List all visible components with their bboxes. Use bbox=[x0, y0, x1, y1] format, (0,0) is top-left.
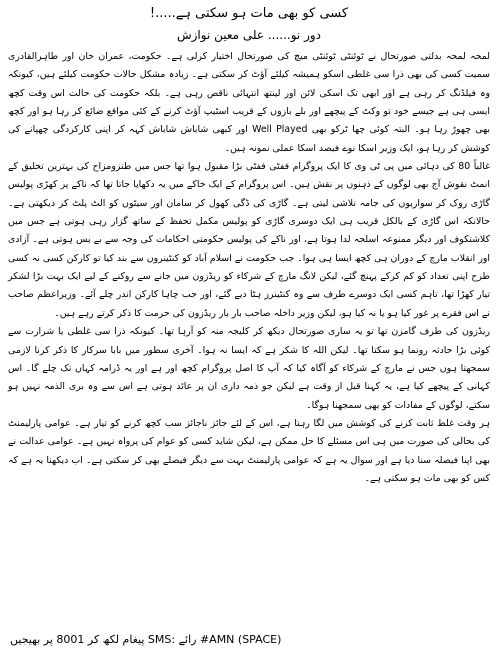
sms-instruction: پیغام لکھ کر 8001 پر بھیجیں bbox=[10, 633, 145, 646]
article-body bbox=[8, 48, 490, 488]
article-paragraph: غالباً 80 کی دہائی میں پی ٹی وی کا ایک پروگرام ففٹی ففٹی بڑا مقبول ہوا تھا جس میں طنزومزاح کی بہترین تخلیق کے انمٹ نقوش آج بھی لوگوں کے ذہنوں پر نقش ہیں۔ اس پروگرام کے ایک خاکے میں یہ دکھایا جاتا تھا کہ ناکے پر کھڑی پولیس گاڑی روک کر سواریوں کی جامہ تلاشی لیتی ہے۔ گاڑی کی ڈگی کھول کر سامان اور سیٹوں کو الٹ پلٹ کر دیکھتی ہے۔ حالانکہ اس گاڑی کے بالکل قریب ہی ایک دوسری گاڑی کو پولیس مکمل تحفظ کے ساتھ گزار رہی ہوتی ہے جس میں کلاشنکوف اور دیگر ممنوعہ اسلحہ لدا ہوتا ہے، اور ناکے کی پولیس حکومتی احکامات کی وجہ سے بے بس ہوتی ہے۔ آزادی اور انقلاب مارچ کے دوران ہی کچھ ایسا ہی ہوا۔ جب حکومت نے اسلام آباد کو کنٹینروں سے بند کیا تو کارکن کسی نہ کسی طرح اپنی تعداد کو کم کرکے پہنچ گئے، لیکن لانگ مارچ کے شرکاء کو ریڈزون میں جانے سے روکنے کے لیے ایک بہت بڑا لشکر تیار کھڑا تھا، تاہم کسی ایک دوسرے طرف سے وہ کنٹینرز ہٹا دیے گئے، اور جب چاہا کارکن اندر چلے آئے۔ وزیراعظم صاحب نے اس فقرے پر غور کیا ہو یا نہ کیا ہو، لیکن وزیر داخلہ صاحب بار بار ریڈزون کی حرمت کا ذکر کرتے رہے ہیں۔ bbox=[8, 161, 490, 319]
article-paragraph: ہر وقت غلط ثابت کرنے کی کوشش میں لگا رہتا ہے، اس کے لئے جائز ناجائز سب کچھ کرنے کو تیار ہے۔ عوامی پارلیمنٹ کی بحالی کی صورت میں ہی اس مسئلے کا حل ممکن ہے، لیکن شاید کسی کو عوام کی پرواہ نہیں ہے۔ عوامی عدالت نے بھی اپنا فیصلہ سنا دیا ہے اور سوال یہ ہے کہ عوامی پارلیمنٹ بہت سے دیگر فیصلے بھی کر سکتی ہے۔ اب دیکھنا یہ ہے کہ کس کو بھی مات ہو سکتی ہے۔ bbox=[8, 417, 490, 484]
sms-code: #AMN (SPACE) bbox=[199, 633, 282, 646]
article-paragraph: لمحہ لمحہ بدلتی صورتحال نے ٹوئنٹی ٹوئنٹی میچ کی صورتحال اختیار کرلی ہے۔ حکومت، عمران خان اور طاہرالقادری سمیت کسی کی بھی ذرا سی غلطی اسکو ہمیشہ کیلئے آؤٹ کر سکتی ہے۔ زیادہ مشکل حالات حکومت کیلئے ہیں، کیونکہ وہ فیلڈنگ کر رہی ہے اور ابھی تک اسکی لائن اور لینتھ انتہائی ناقص رہی ہے۔ بلکہ حکومت کی حالت اس وقت کچھ ایسی ہی ہے جیسے خود تو وکٹ کے پیچھے اور بلے بازوں کے قریب اسٹیپ آؤٹ کرنے کے کئی مواقع ضائع کر رہا ہو اور کچھ بھی چھوڑ رہا ہو۔ البتہ کوئی چھا ٹرکو بھی Well Played اور کبھی شاباش شاباش کہہ کر اپنی کارکردگی چھپانے کی کوشش کر رہا ہو، ایک وزیر اسکا نوے فیصد اسکا عملی نمونہ ہیں۔ bbox=[8, 51, 490, 154]
article-paragraph: ریڈزون کی طرف گامزن تھا تو یہ ساری صورتحال دیکھ کر کلیجہ منہ کو آرہا تھا۔ کیونکہ ذرا سی غلطی یا شرارت سے کوئی بڑا حادثہ رونما ہو سکتا تھا۔ لیکن اللہ کا شکر ہے کہ ایسا نہ ہوا۔ آخری سطور میں بابا سرکار کا ذکر کرنا لازمی سمجھتا ہوں جس نے مارچ کے شرکاء کو آگاہ کیا کہ آپ کا اصل پروگرام کچھ اور ہے اور یہ ڈرامہ کہاں تک چلے گا۔ اس کہانی کے پیچھے کیا ہے، یہ کہنا قبل از وقت ہے لیکن جو ذمہ داری ان پر عائد ہوتی ہے اس سے وہ بری الذمہ نہیں ہو سکتے، لوگوں کے مفادات کو بھی سمجھنا ہوگا۔ bbox=[8, 326, 490, 411]
article-headline: کسی کو بھی مات ہو سکتی ہے.....! bbox=[149, 6, 349, 21]
sms-label: SMS: رائے bbox=[147, 633, 197, 646]
sms-footer bbox=[10, 632, 281, 648]
article-byline: دور نو...... علی معین نوازش bbox=[176, 28, 322, 42]
